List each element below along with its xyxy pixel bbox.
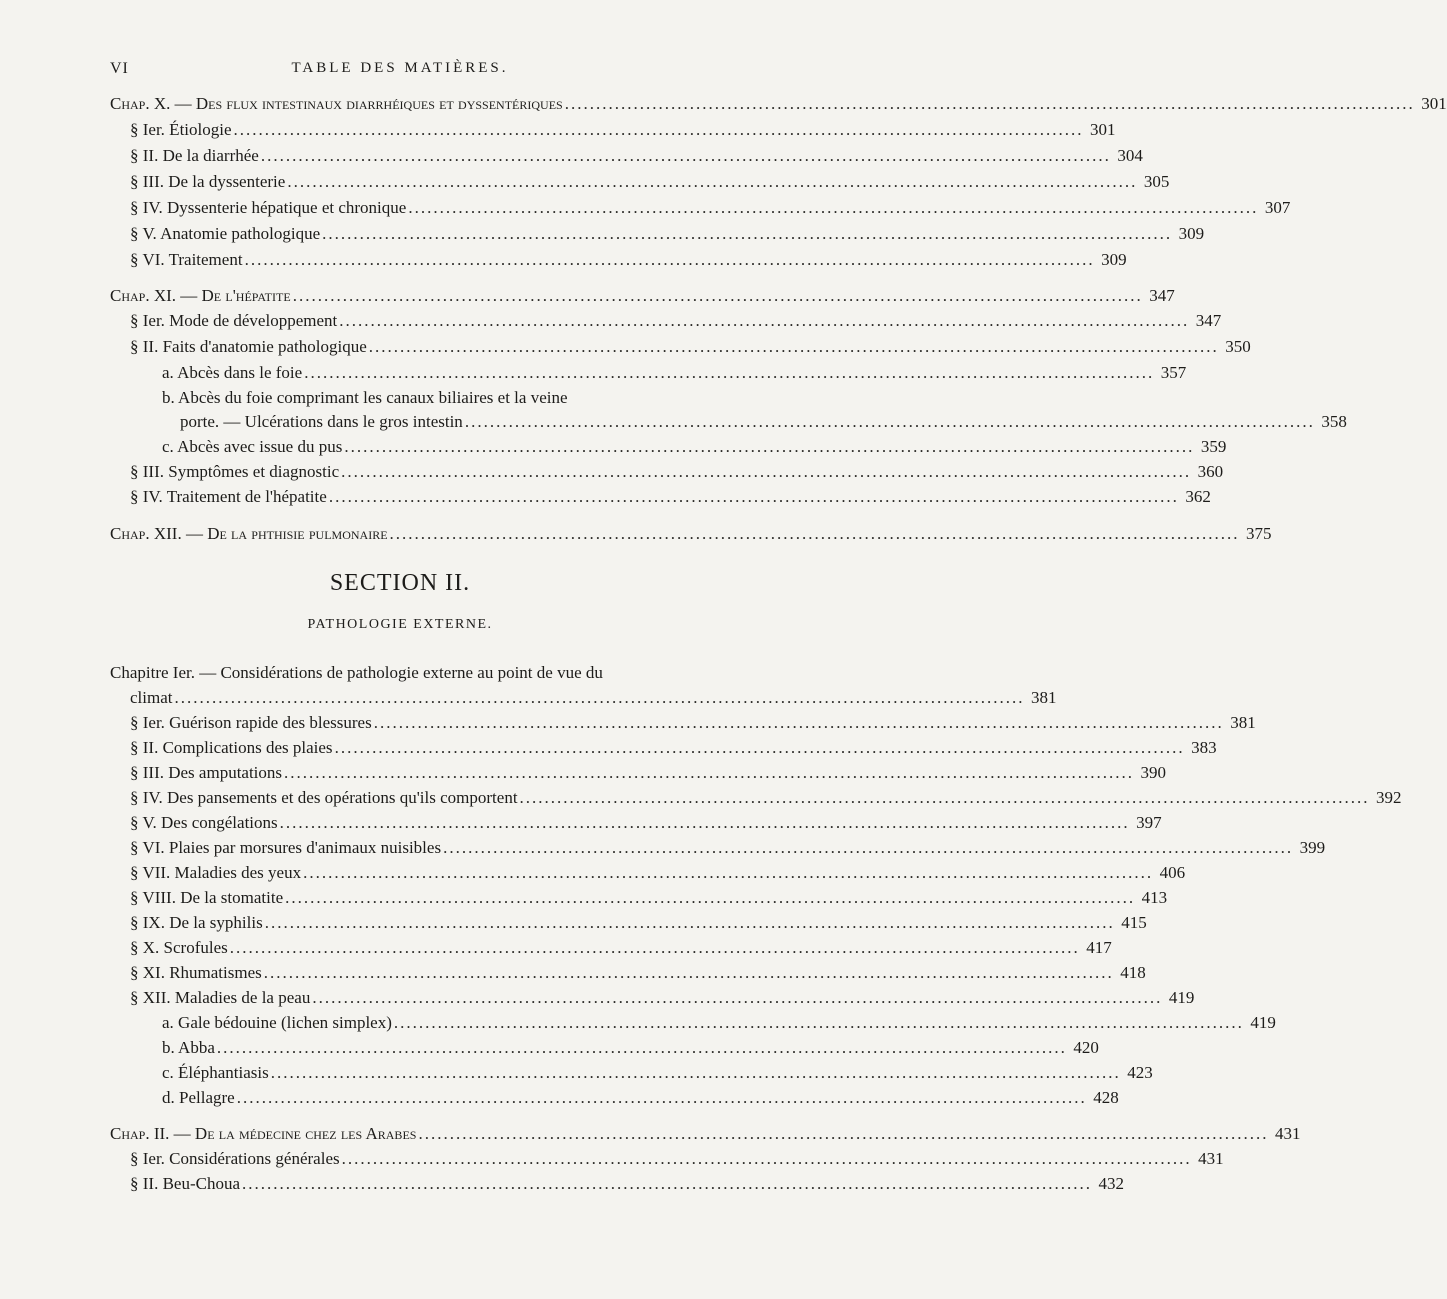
entry-label: § Ier. Considérations générales [130, 1149, 340, 1168]
toc-entry [110, 248, 1127, 272]
leader-dots: ........................................................................................................................................ [344, 437, 1195, 456]
leader-dots: ........................................................................................................................................ [285, 888, 1136, 907]
entry-page: 381 [1030, 688, 1057, 707]
entry-page: 360 [1197, 462, 1224, 481]
entry-page: 418 [1120, 963, 1146, 982]
toc-entry [110, 686, 1057, 710]
leader-dots: ........................................................................................................................................ [564, 94, 1415, 113]
leader-dots: ........................................................................................................................................ [284, 763, 1135, 782]
entry-page: 309 [1101, 250, 1127, 269]
leader-dots: ........................................................................................................................................ [260, 146, 1111, 165]
leader-dots: ........................................................................................................................................ [304, 363, 1155, 382]
entry-label: § III. Des amputations [130, 763, 283, 782]
leader-dots: ........................................................................................................................................ [264, 913, 1115, 932]
toc-entry [110, 836, 1326, 860]
leader-dots: ........................................................................................................................................ [263, 963, 1114, 982]
leader-dots: ........................................................................................................................................ [236, 1088, 1087, 1107]
entry-label: a. Gale bédouine (lichen simplex) [162, 1013, 392, 1032]
entry-label: § XI. Rhumatismes [130, 963, 262, 982]
entry-page: 383 [1191, 738, 1217, 757]
running-title: TABLE DES MATIÈRES. [291, 60, 509, 76]
section-heading: SECTION II. [329, 570, 471, 596]
entry-page: 431 [1274, 1124, 1301, 1143]
leader-dots: ........................................................................................................................................ [216, 1038, 1067, 1057]
entry-page: 397 [1136, 813, 1162, 832]
toc-entry [110, 886, 1168, 910]
entry-label: c. Abcès avec issue du pus [162, 437, 343, 456]
toc-entry [110, 936, 1112, 960]
toc-entry-continued: Chapitre Ier. — Considérations de pathologie externe au point de vue du [110, 663, 603, 682]
toc-entry [110, 911, 1147, 935]
entry-label: § II. De la diarrhée [130, 146, 259, 165]
entry-label: § Ier. Mode de développement [130, 311, 338, 330]
leader-dots: ........................................................................................................................................ [174, 688, 1025, 707]
toc-entry [110, 1011, 1276, 1035]
entry-label: § VI. Plaies par morsures d'animaux nuisibles [130, 838, 442, 857]
leader-dots: ........................................................................................................................................ [233, 120, 1084, 139]
entry-page: 301 [1421, 94, 1447, 113]
leader-dots: ........................................................................................................................................ [408, 198, 1259, 217]
entry-page: 413 [1141, 888, 1168, 907]
leader-dots: ........................................................................................................................................ [303, 863, 1154, 882]
leader-dots: ........................................................................................................................................ [393, 1013, 1244, 1032]
leader-dots: ........................................................................................................................................ [328, 487, 1179, 506]
leader-dots: ........................................................................................................................................ [322, 224, 1173, 243]
leader-dots: ........................................................................................................................................ [341, 1149, 1192, 1168]
toc-entry [110, 811, 1162, 835]
entry-label: Chap. X. — Des flux intestinaux diarrhéiques et dyssentériques [110, 94, 563, 113]
entry-page: 406 [1159, 863, 1186, 882]
entry-page: 420 [1073, 1038, 1099, 1057]
toc-entry [110, 92, 1447, 116]
entry-label: § Ier. Guérison rapide des blessures [130, 713, 372, 732]
toc-entry [110, 485, 1211, 509]
toc-entry [110, 196, 1291, 220]
entry-page: 419 [1250, 1013, 1276, 1032]
entry-page: 432 [1098, 1174, 1125, 1193]
entry-label: § VIII. De la stomatite [130, 888, 284, 907]
leader-dots: ........................................................................................................................................ [287, 172, 1138, 191]
leader-dots: ........................................................................................................................................ [312, 988, 1163, 1007]
entry-label: § IV. Dyssenterie hépatique et chronique [130, 198, 407, 217]
leader-dots: ........................................................................................................................................ [341, 462, 1192, 481]
leader-dots: ........................................................................................................................................ [418, 1124, 1269, 1143]
entry-label: Chap. XI. — De l'hépatite [110, 286, 291, 305]
toc-entry [110, 1122, 1301, 1146]
entry-page: 358 [1321, 412, 1347, 431]
entry-label: b. Abba [162, 1038, 215, 1057]
toc-entry [110, 460, 1224, 484]
toc-entry [110, 761, 1167, 785]
toc-entry [110, 222, 1205, 246]
toc-entry [110, 435, 1227, 459]
entry-label: d. Pellagre [162, 1088, 235, 1107]
entry-page: 431 [1198, 1149, 1224, 1168]
toc-entry-continued: b. Abcès du foie comprimant les canaux biliaires et la veine [162, 388, 568, 407]
toc-entry [110, 861, 1186, 885]
entry-page: 375 [1246, 524, 1272, 543]
toc-entry [110, 170, 1170, 194]
entry-label: § III. Symptômes et diagnostic [130, 462, 340, 481]
entry-label: § II. Beu-Choua [130, 1174, 241, 1193]
entry-label: § V. Anatomie pathologique [130, 224, 321, 243]
subsection-heading: PATHOLOGIE EXTERNE. [307, 617, 493, 632]
entry-page: 359 [1200, 437, 1227, 456]
entry-label: § Ier. Étiologie [130, 120, 232, 139]
entry-page: 415 [1121, 913, 1147, 932]
page-number: VI [110, 60, 129, 77]
entry-label: § IX. De la syphilis [130, 913, 263, 932]
entry-page: 362 [1185, 487, 1211, 506]
entry-page: 304 [1117, 146, 1143, 165]
entry-label: § XII. Maladies de la peau [130, 988, 311, 1007]
entry-label: § VI. Traitement [130, 250, 243, 269]
toc-entry [110, 736, 1217, 760]
entry-page: 428 [1093, 1088, 1119, 1107]
leader-dots: ........................................................................................................................................ [334, 738, 1185, 757]
leader-dots: ........................................................................................................................................ [229, 938, 1080, 957]
entry-page: 357 [1160, 363, 1187, 382]
leader-dots: ........................................................................................................................................ [443, 838, 1294, 857]
toc-entry [110, 335, 1251, 359]
toc-entry [110, 284, 1175, 308]
leader-dots: ........................................................................................................................................ [244, 250, 1095, 269]
entry-label: porte. — Ulcérations dans le gros intestin [180, 412, 463, 431]
entry-page: 305 [1143, 172, 1170, 191]
entry-page: 307 [1264, 198, 1291, 217]
entry-page: 423 [1127, 1063, 1153, 1082]
toc-entry [110, 986, 1195, 1010]
entry-page: 381 [1230, 713, 1256, 732]
entry-label: § IV. Traitement de l'hépatite [130, 487, 327, 506]
toc-entry [110, 522, 1272, 546]
entry-label: § V. Des congélations [130, 813, 278, 832]
entry-page: 347 [1195, 311, 1222, 330]
toc-entry [110, 118, 1116, 142]
leader-dots: ........................................................................................................................................ [373, 713, 1224, 732]
leader-dots: ........................................................................................................................................ [242, 1174, 1093, 1193]
leader-dots: ........................................................................................................................................ [339, 311, 1190, 330]
entry-page: 347 [1149, 286, 1175, 305]
leader-dots: ........................................................................................................................................ [464, 412, 1315, 431]
toc-entry [110, 711, 1256, 735]
entry-page: 350 [1225, 337, 1251, 356]
entry-label: § II. Complications des plaies [130, 738, 333, 757]
toc-entry [110, 1086, 1119, 1110]
leader-dots: ........................................................................................................................................ [389, 524, 1240, 543]
toc-entry [110, 361, 1187, 385]
entry-page: 301 [1090, 120, 1116, 139]
entry-label: Chap. II. — De la médecine chez les Arabes [110, 1124, 417, 1143]
toc-entry [110, 961, 1146, 985]
leader-dots: ........................................................................................................................................ [270, 1063, 1121, 1082]
entry-label: § III. De la dyssenterie [130, 172, 286, 191]
entry-label: § VII. Maladies des yeux [130, 863, 302, 882]
toc-entry [110, 309, 1222, 333]
toc-entry [110, 1172, 1125, 1196]
entry-label: § IV. Des pansements et des opérations qu'ils comportent [130, 788, 518, 807]
toc-entry [110, 1036, 1099, 1060]
leader-dots: ........................................................................................................................................ [519, 788, 1370, 807]
toc-entry [110, 786, 1402, 810]
leader-dots: ........................................................................................................................................ [292, 286, 1143, 305]
entry-label: climat [130, 688, 173, 707]
entry-label: § II. Faits d'anatomie pathologique [130, 337, 367, 356]
toc-entry [110, 144, 1143, 168]
toc-entry [110, 1147, 1224, 1171]
entry-label: a. Abcès dans le foie [162, 363, 303, 382]
entry-page: 309 [1178, 224, 1205, 243]
entry-page: 392 [1376, 788, 1402, 807]
toc-entry [110, 410, 1347, 434]
entry-label: § X. Scrofules [130, 938, 228, 957]
leader-dots: ........................................................................................................................................ [279, 813, 1130, 832]
entry-page: 390 [1140, 763, 1167, 782]
entry-page: 417 [1086, 938, 1112, 957]
entry-page: 399 [1299, 838, 1326, 857]
toc-entry [110, 1061, 1153, 1085]
leader-dots: ........................................................................................................................................ [368, 337, 1219, 356]
entry-page: 419 [1168, 988, 1195, 1007]
running-header [110, 60, 690, 82]
entry-label: Chap. XII. — De la phthisie pulmonaire [110, 524, 388, 543]
entry-label: c. Éléphantiasis [162, 1063, 269, 1082]
